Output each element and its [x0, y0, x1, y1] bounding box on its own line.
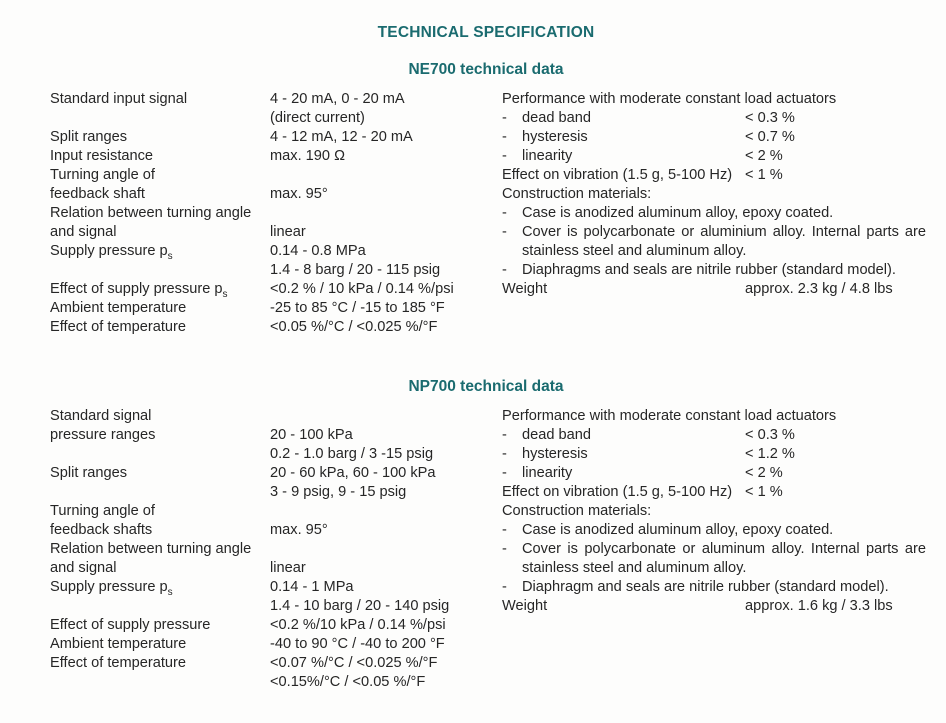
dash-bullet: - [502, 522, 507, 538]
spec-label: Split ranges [50, 129, 128, 145]
construction-heading [502, 502, 926, 521]
spec-row [50, 185, 502, 204]
spec-row [50, 483, 502, 502]
material-text-line1: Cover is polycarbonate or aluminium alloy. Internal parts are [522, 224, 926, 240]
weight-row [502, 597, 926, 616]
bullet-row [502, 426, 926, 445]
spec-label: Ambient temperature [50, 300, 187, 316]
spec-label: Split ranges [50, 465, 128, 481]
spec-label: Relation between turning angle [50, 541, 252, 557]
spec-row [50, 299, 502, 318]
spec-label: Effect of temperature [50, 655, 187, 671]
spec-label: feedback shaft [50, 186, 145, 202]
spec-label: and signal [50, 560, 117, 576]
spec-row [50, 426, 502, 445]
weight-value: approx. 2.3 kg / 4.8 lbs [745, 281, 893, 297]
spec-value: <0.07 %/°C / <0.025 %/°F [270, 655, 438, 671]
spec-label: Turning angle of [50, 503, 155, 519]
spec-value: <0.05 %/°C / <0.025 %/°F [270, 319, 438, 335]
spec-row [50, 445, 502, 464]
subscript-s: s [167, 586, 173, 598]
spec-label: Relation between turning angle [50, 205, 252, 221]
weight-value: approx. 1.6 kg / 3.3 lbs [745, 598, 893, 614]
spec-value: 0.14 - 0.8 MPa [270, 243, 366, 259]
spec-label: feedback shafts [50, 522, 153, 538]
material-text-line1: Cover is polycarbonate or aluminum alloy. Internal parts are [522, 541, 926, 557]
spec-row [50, 521, 502, 540]
dash-bullet: - [502, 129, 507, 145]
bullet-value: < 2 % [745, 148, 783, 164]
spec-row [50, 464, 502, 483]
material-text: Diaphragms and seals are nitrile rubber (standard model). [522, 262, 896, 278]
spec-label: Effect of supply pressure [50, 617, 211, 633]
spec-value: -40 to 90 °C / -40 to 200 °F [270, 636, 445, 652]
spec-value: 0.14 - 1 MPa [270, 579, 354, 595]
spec-row [50, 242, 502, 261]
spec-label: Supply pressure p [50, 243, 168, 259]
spec-value: 20 - 100 kPa [270, 427, 353, 443]
spec-label: pressure ranges [50, 427, 156, 443]
material-text: Case is anodized aluminum alloy, epoxy coated. [522, 205, 834, 221]
np700-section-heading: NP700 technical data [408, 378, 564, 395]
dash-bullet: - [502, 541, 507, 557]
spec-row [50, 166, 502, 185]
weight-row [502, 280, 926, 299]
subscript-s: s [222, 288, 228, 300]
spec-value: <0.2 % / 10 kPa / 0.14 %/psi [270, 281, 454, 297]
ne700-right-column [502, 90, 926, 337]
bullet-value: < 1.2 % [745, 446, 795, 462]
material-item [502, 223, 926, 261]
spec-value: <0.15%/°C / <0.05 %/°F [270, 674, 426, 690]
spec-row [50, 407, 502, 426]
construction-heading-text: Construction materials: [502, 186, 652, 202]
material-item [502, 540, 926, 578]
vibration-value: < 1 % [745, 484, 783, 500]
page-title: TECHNICAL SPECIFICATION [377, 24, 595, 41]
spec-row [50, 109, 502, 128]
vibration-value: < 1 % [745, 167, 783, 183]
spec-label: Effect of supply pressure p [50, 281, 223, 297]
material-text-line2: stainless steel and aluminum alloy. [522, 560, 747, 576]
spec-label: Effect of temperature [50, 319, 187, 335]
spec-value: <0.2 %/10 kPa / 0.14 %/psi [270, 617, 446, 633]
spec-value: 1.4 - 8 barg / 20 - 115 psig [270, 262, 441, 278]
spec-row [50, 223, 502, 242]
spec-row [50, 128, 502, 147]
material-item [502, 521, 926, 540]
vibration-label: Effect on vibration (1.5 g, 5-100 Hz) [502, 484, 733, 500]
vibration-row [502, 166, 926, 185]
bullet-text: dead band [522, 427, 591, 443]
spec-value: 20 - 60 kPa, 60 - 100 kPa [270, 465, 436, 481]
performance-heading [502, 407, 926, 426]
spec-label: Ambient temperature [50, 636, 187, 652]
spec-value: 4 - 20 mA, 0 - 20 mA [270, 91, 405, 107]
np700-section [50, 407, 946, 692]
bullet-value: < 0.3 % [745, 427, 795, 443]
spec-label: Input resistance [50, 148, 154, 164]
spec-row [50, 318, 502, 337]
spec-row [50, 502, 502, 521]
dash-bullet: - [502, 224, 507, 240]
spec-value: max. 95° [270, 522, 328, 538]
spec-row [50, 147, 502, 166]
spec-row [50, 597, 502, 616]
bullet-text: hysteresis [522, 129, 588, 145]
spec-row [50, 559, 502, 578]
spec-row [50, 616, 502, 635]
spec-label: Standard signal [50, 408, 152, 424]
bullet-row [502, 109, 926, 128]
bullet-value: < 2 % [745, 465, 783, 481]
performance-heading [502, 90, 926, 109]
spec-row [50, 204, 502, 223]
spec-value: 0.2 - 1.0 barg / 3 -15 psig [270, 446, 434, 462]
spec-value: -25 to 85 °C / -15 to 185 °F [270, 300, 445, 316]
material-item [502, 578, 926, 597]
bullet-row [502, 464, 926, 483]
weight-label: Weight [502, 281, 548, 297]
spec-label: Turning angle of [50, 167, 155, 183]
np700-left-column [50, 407, 502, 692]
dash-bullet: - [502, 262, 507, 278]
spec-row [50, 654, 502, 673]
construction-heading-text: Construction materials: [502, 503, 652, 519]
dash-bullet: - [502, 446, 507, 462]
material-text: Diaphragm and seals are nitrile rubber (standard model). [522, 579, 889, 595]
spec-value: max. 95° [270, 186, 328, 202]
bullet-row [502, 128, 926, 147]
dash-bullet: - [502, 148, 507, 164]
spec-value: (direct current) [270, 110, 365, 126]
dash-bullet: - [502, 205, 507, 221]
performance-heading-text: Performance with moderate constant load actuators [502, 91, 837, 107]
spec-value: 1.4 - 10 barg / 20 - 140 psig [270, 598, 450, 614]
spec-row [50, 90, 502, 109]
bullet-value: < 0.3 % [745, 110, 795, 126]
material-text: Case is anodized aluminum alloy, epoxy coated. [522, 522, 834, 538]
spec-row [50, 540, 502, 559]
spec-value: 3 - 9 psig, 9 - 15 psig [270, 484, 407, 500]
vibration-label: Effect on vibration (1.5 g, 5-100 Hz) [502, 167, 733, 183]
spec-row [50, 578, 502, 597]
spec-row [50, 261, 502, 280]
material-item [502, 204, 926, 223]
dash-bullet: - [502, 427, 507, 443]
spec-row [50, 635, 502, 654]
ne700-left-column [50, 90, 502, 337]
bullet-row [502, 445, 926, 464]
spec-value: max. 190 Ω [270, 148, 345, 164]
material-text-line2: stainless steel and aluminum alloy. [522, 243, 747, 259]
bullet-text: dead band [522, 110, 591, 126]
bullet-text: linearity [522, 465, 573, 481]
np700-right-column [502, 407, 926, 692]
spec-value: linear [270, 560, 306, 576]
dash-bullet: - [502, 579, 507, 595]
performance-heading-text: Performance with moderate constant load actuators [502, 408, 837, 424]
spec-value: linear [270, 224, 306, 240]
bullet-row [502, 147, 926, 166]
bullet-text: linearity [522, 148, 573, 164]
spec-label: Supply pressure p [50, 579, 168, 595]
spec-value: 4 - 12 mA, 12 - 20 mA [270, 129, 413, 145]
ne700-section [50, 90, 946, 337]
vibration-row [502, 483, 926, 502]
spec-row [50, 280, 502, 299]
spec-label: and signal [50, 224, 117, 240]
bullet-text: hysteresis [522, 446, 588, 462]
spec-label: Standard input signal [50, 91, 188, 107]
bullet-value: < 0.7 % [745, 129, 795, 145]
spec-row [50, 673, 502, 692]
dash-bullet: - [502, 110, 507, 126]
dash-bullet: - [502, 465, 507, 481]
subscript-s: s [167, 250, 173, 262]
ne700-section-heading: NE700 technical data [408, 61, 564, 78]
material-item [502, 261, 926, 280]
construction-heading [502, 185, 926, 204]
weight-label: Weight [502, 598, 548, 614]
